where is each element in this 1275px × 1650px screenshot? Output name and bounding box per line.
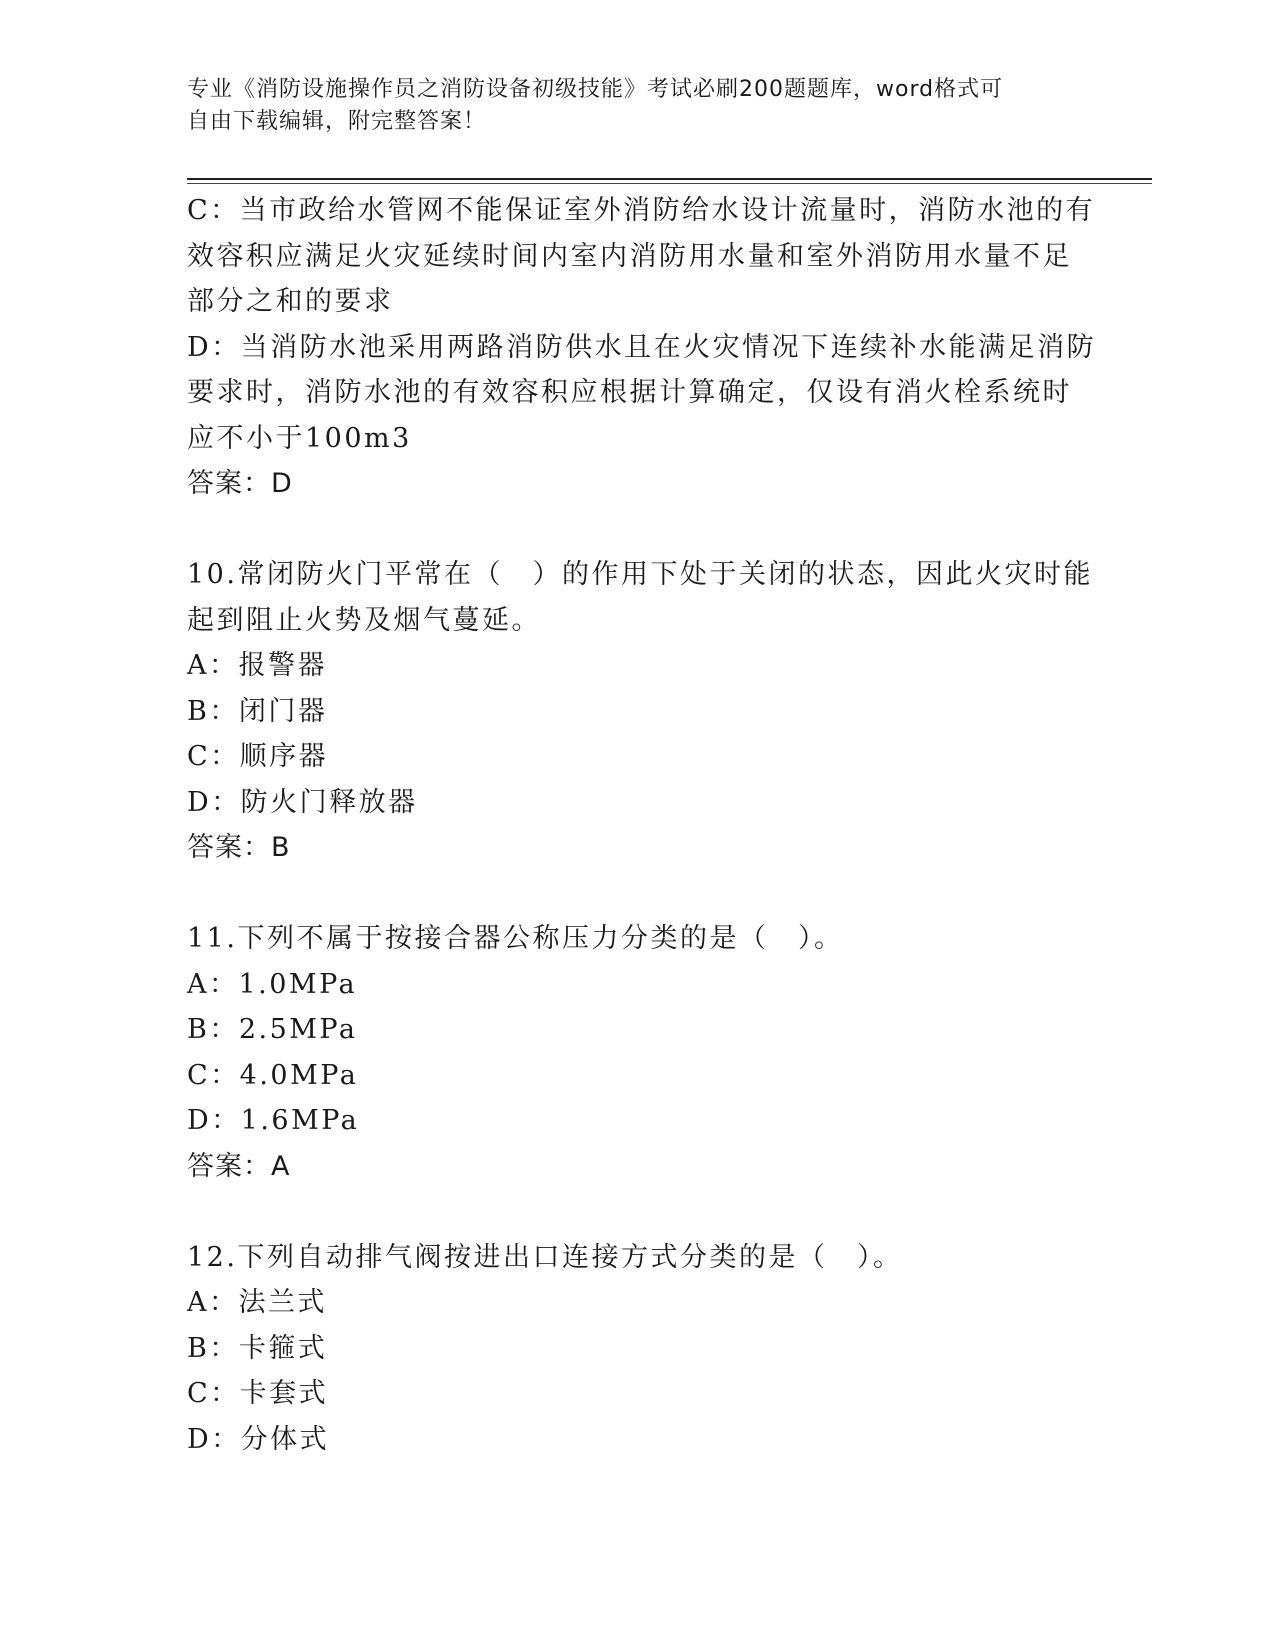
option-a: A：法兰式 (187, 1287, 327, 1318)
option-c: C：顺序器 (187, 741, 329, 772)
question-spacer (187, 507, 1087, 553)
answer-line: 答案：A (187, 1150, 291, 1182)
question-spacer (187, 871, 1087, 917)
option-d-line-3: 应不小于100m3 (187, 422, 412, 454)
option-c-line-3: 部分之和的要求 (187, 286, 394, 317)
question-spacer (187, 1189, 1087, 1235)
document-header (187, 74, 1067, 138)
question-9-tail (187, 188, 1097, 507)
question-11 (187, 916, 1087, 1189)
question-content (187, 188, 1097, 1462)
header-line-1: 专业《消防设施操作员之消防设备初级技能》考试必刷200题题库，word格式可 (187, 77, 1004, 102)
option-c: C：4.0MPa (187, 1059, 359, 1091)
question-10 (187, 552, 1093, 871)
option-a: A：1.0MPa (187, 968, 358, 1000)
option-c-line-2: 效容积应满足火灾延续时间内室内消防用水量和室外消防用水量不足 (187, 240, 1072, 272)
option-d: D：1.6MPa (187, 1105, 360, 1136)
question-stem-line-2: 起到阻止火势及烟气蔓延。 (187, 604, 541, 636)
question-stem: 11.下列不属于按接合器公称压力分类的是（ ）。 (187, 923, 844, 954)
question-stem: 12.下列自动排气阀按进出口连接方式分类的是（ ）。 (187, 1241, 903, 1273)
question-stem-line-1: 10.常闭防火门平常在（ ）的作用下处于关闭的状态，因此火灾时能 (187, 559, 1093, 590)
option-a: A：报警器 (187, 650, 327, 681)
option-d-line-1: D：当消防水池采用两路消防供水且在火灾情况下连续补水能满足消防 (187, 331, 1097, 363)
option-b: B：2.5MPa (187, 1014, 358, 1045)
option-d: D：分体式 (187, 1423, 330, 1455)
answer-line: 答案：D (187, 468, 293, 499)
option-b: B：闭门器 (187, 695, 328, 727)
question-12 (187, 1235, 1087, 1463)
header-divider-thick (187, 178, 1152, 180)
option-d: D：防火门释放器 (187, 786, 418, 818)
header-line-2: 自由下载编辑，附完整答案！ (187, 109, 487, 134)
header-divider-thin (187, 183, 1152, 184)
option-c: C：卡套式 (187, 1378, 329, 1409)
option-d-line-2: 要求时，消防水池的有效容积应根据计算确定，仅设有消火栓系统时 (187, 377, 1072, 408)
option-c-line-1: C：当市政给水管网不能保证室外消防给水设计流量时，消防水池的有 (187, 195, 1096, 226)
answer-line: 答案：B (187, 832, 291, 863)
option-b: B：卡箍式 (187, 1332, 328, 1364)
